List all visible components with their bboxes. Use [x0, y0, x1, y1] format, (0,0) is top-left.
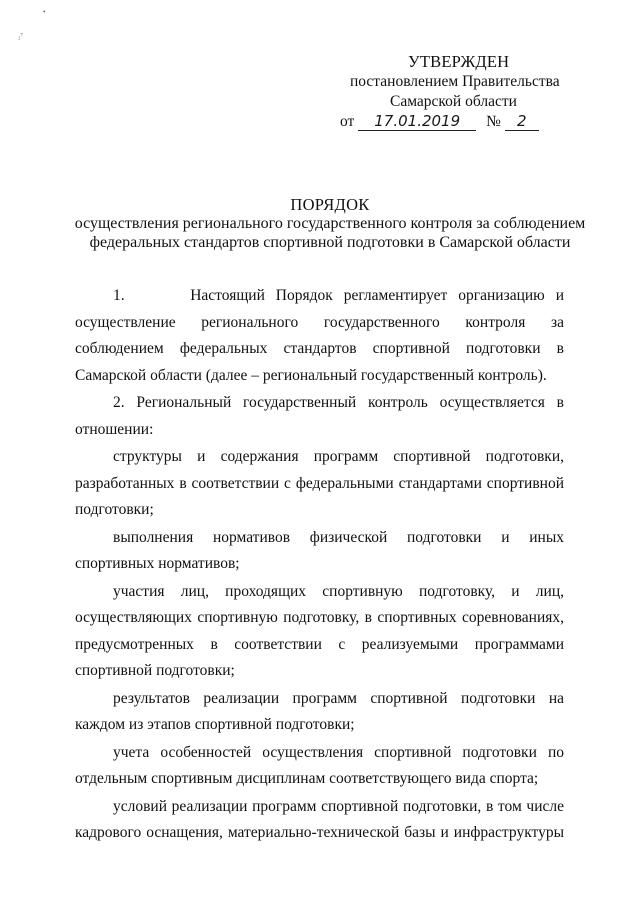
paragraph-1-rest: осуществление регионального государственного контроля за соблюдением федеральных стандартов спортивной подготовки в Самарской области (далее – региональный государственный контроль).	[75, 313, 564, 384]
list-item: учета особенностей осуществления спортивной подготовки по отдельным спортивным дисциплинам соответствующего вида спорта;	[75, 743, 564, 787]
date-field	[358, 113, 476, 131]
approval-block	[340, 52, 570, 132]
approval-date-line	[340, 112, 570, 132]
paragraph-1-lead: 1. Настоящий Порядок регламентирует организацию и	[113, 287, 564, 304]
title-heading: ПОРЯДОК	[290, 195, 370, 214]
approval-line-resolution: постановлением Правительства	[350, 73, 560, 90]
title-line-3: федеральных стандартов спортивной подготовки в Самарской области	[89, 234, 571, 251]
document-body	[75, 283, 564, 847]
paragraph-2: 2. Региональный государственный контроль осуществляется в отношении:	[75, 394, 564, 438]
approval-title: УТВЕРЖДЕН	[408, 52, 510, 71]
number-label: №	[486, 113, 501, 130]
scan-speck: •	[43, 8, 46, 16]
handwritten-number: 2	[516, 112, 527, 130]
date-prefix: от	[340, 113, 355, 130]
document-title	[60, 195, 600, 252]
handwritten-date: 17.01.2019	[374, 112, 461, 130]
list-item: результатов реализации программ спортивной подготовки на каждом из этапов спортивной подготовки;	[75, 689, 564, 733]
title-line-2: осуществления регионального государственного контроля за соблюдением	[74, 215, 586, 232]
list-item: структуры и содержания программ спортивной подготовки, разработанных в соответствии с федеральными стандартами спортивной подготовки;	[75, 448, 564, 518]
list-item: условий реализации программ спортивной подготовки, в том числе кадрового оснащения, материально-технической базы и инфраструктуры	[75, 797, 564, 841]
list-item: выполнения нормативов физической подготовки и иных спортивных нормативов;	[75, 528, 564, 572]
approval-line-region: Самарской области	[390, 93, 517, 110]
scan-mark: ₂⁷	[18, 32, 23, 40]
number-field	[505, 113, 539, 131]
list-item: участия лиц, проходящих спортивную подготовку, и лиц, осуществляющих спортивную подготовку, в спортивных соревнованиях, предусмотренных в соответствии с реализуемыми программами спортивной подготовки;	[75, 582, 564, 679]
